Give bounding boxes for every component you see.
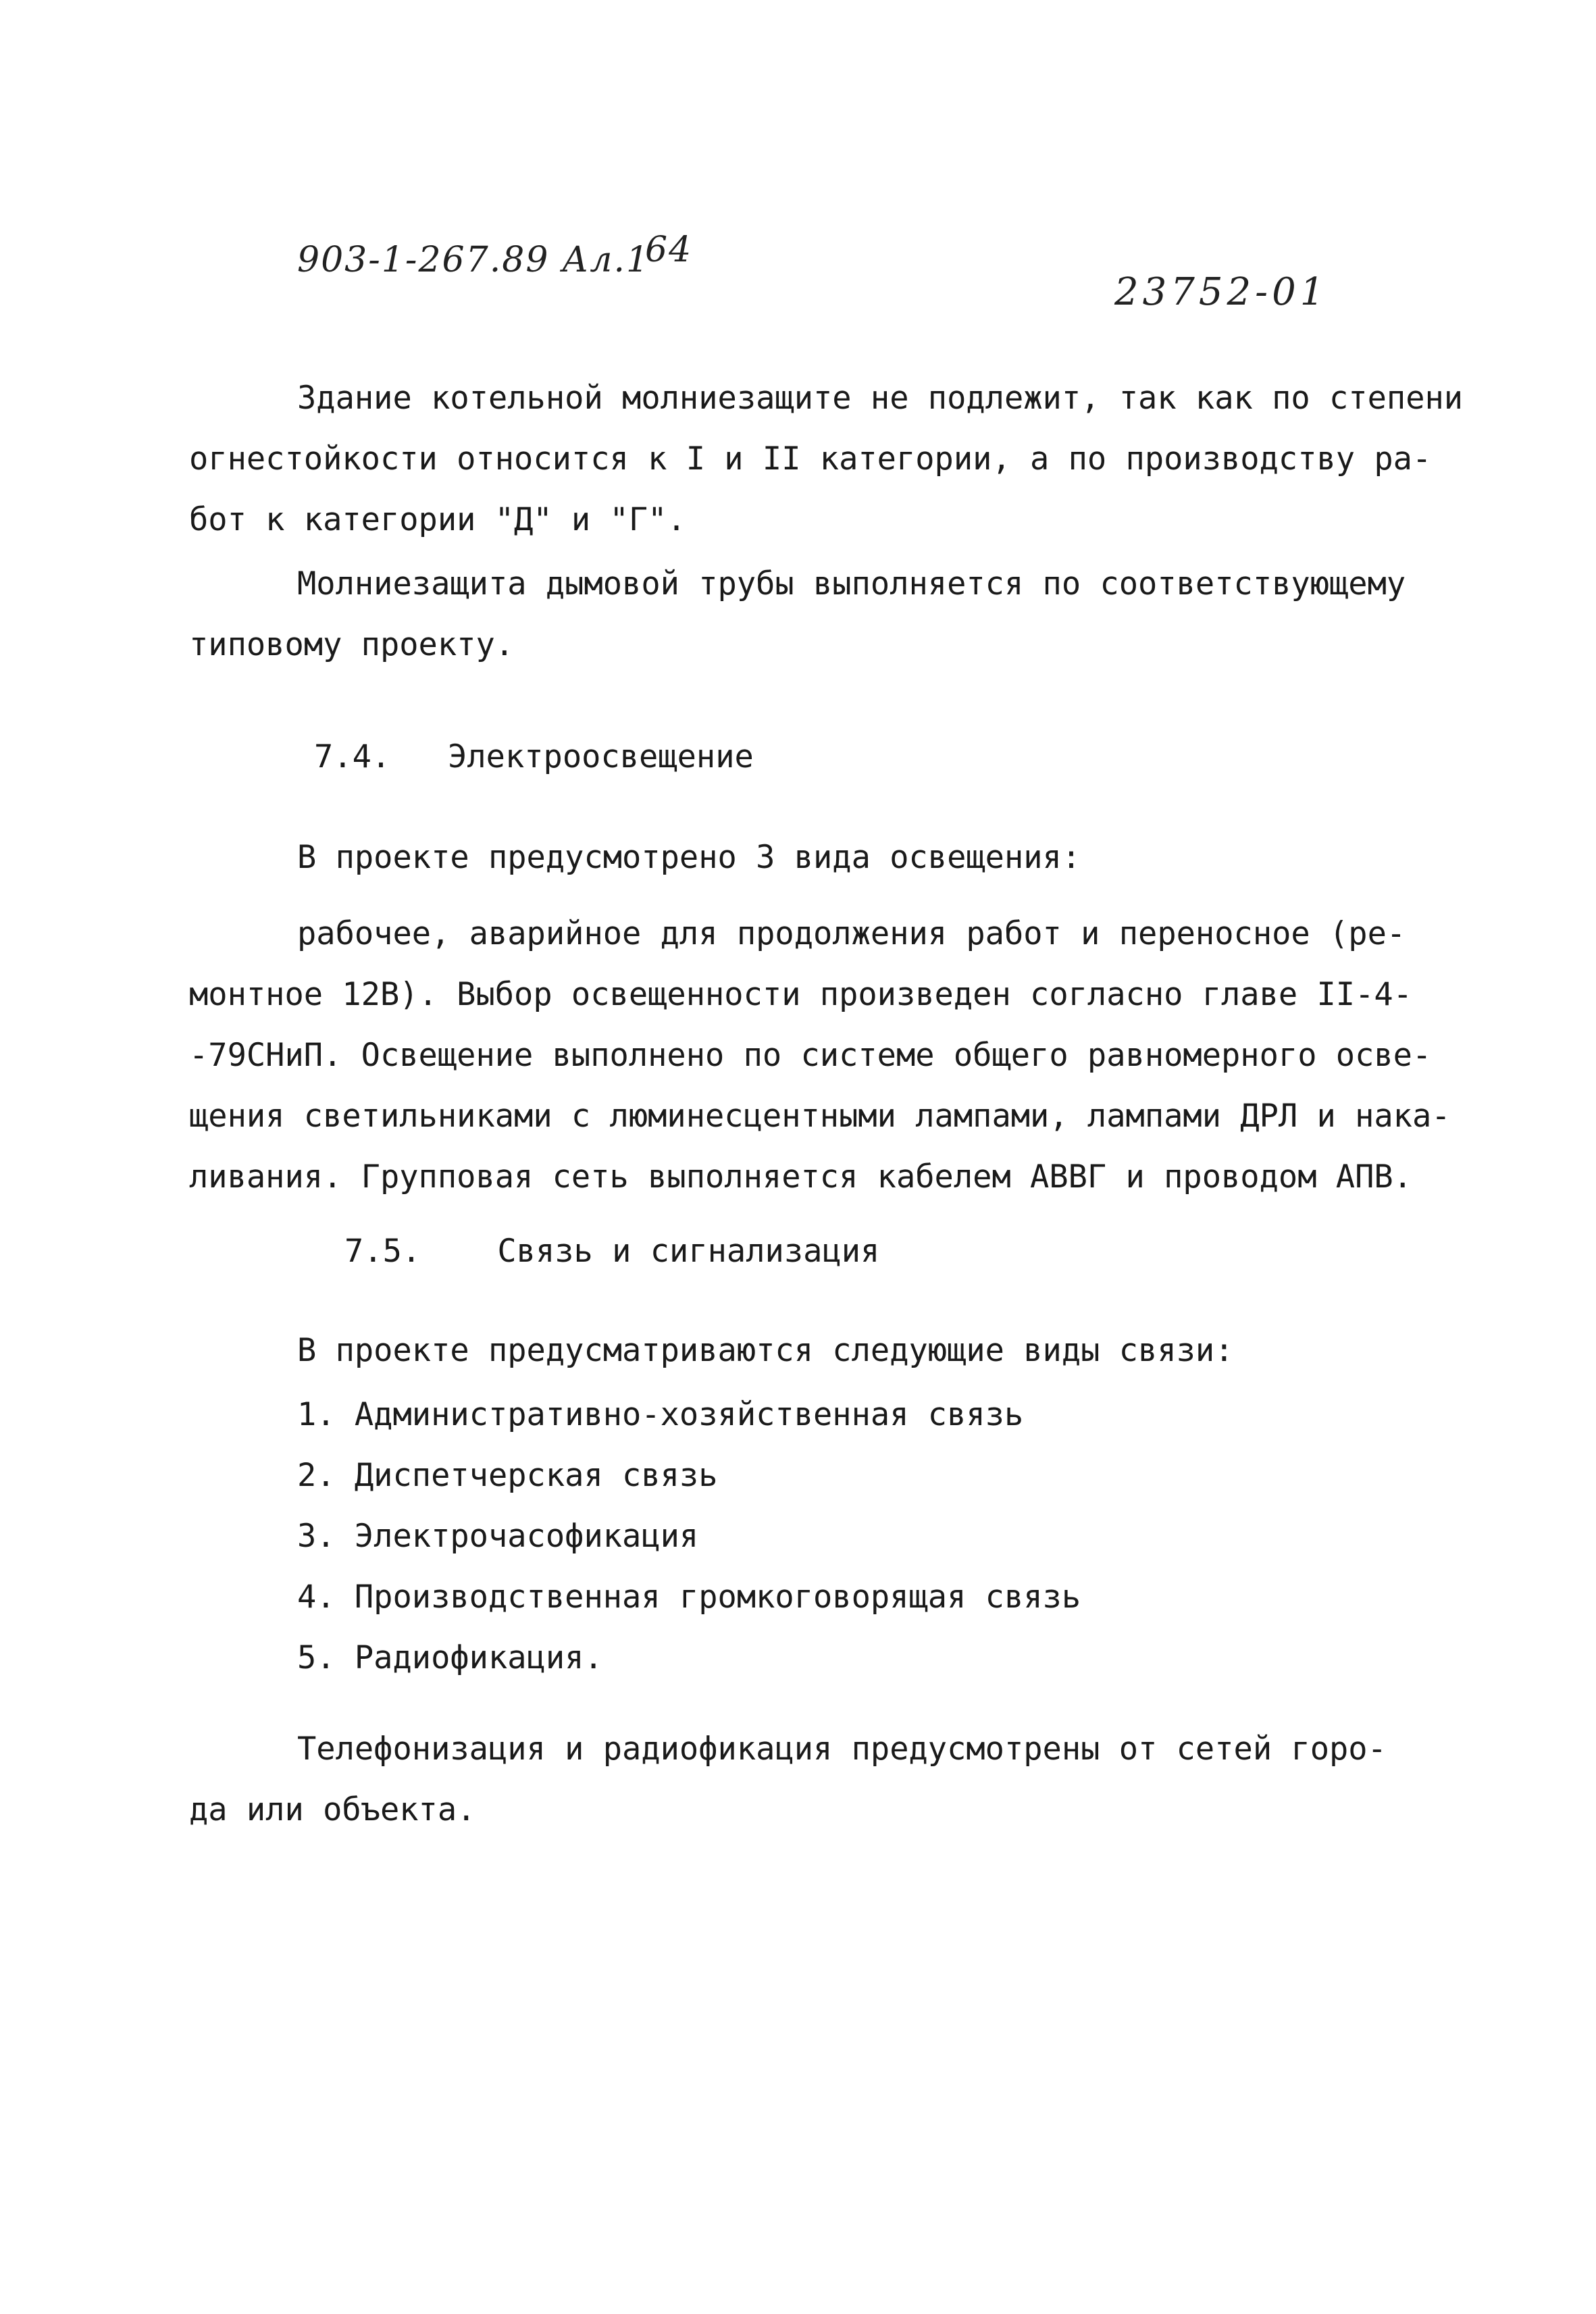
paragraph-chimney-protection (189, 554, 1439, 675)
text-line: огнестойкости относится к I и II категории, а по производству ра- (189, 440, 1432, 478)
communication-list (297, 1385, 1081, 1689)
paragraph-lighting-body (189, 904, 1451, 1208)
paragraph-telephony (189, 1719, 1439, 1841)
text-line: бот к категории "Д" и "Г". (189, 501, 686, 538)
list-item: 4. Производственная громкоговорящая связь (297, 1578, 1081, 1616)
text-line: рабочее, аварийное для продолжения работ и переносное (ре- (297, 915, 1406, 952)
text-line: ливания. Групповая сеть выполняется кабелем АВВГ и проводом АПВ. (189, 1158, 1412, 1195)
section-heading-7-5 (344, 1233, 879, 1270)
text-line: типовому проекту. (189, 626, 515, 663)
paragraph-communication-intro (189, 1320, 1439, 1381)
text-line: В проекте предусмотрено 3 вида освещения: (297, 839, 1081, 876)
text-line: Телефонизация и радиофикация предусмотрены от сетей горо- (297, 1730, 1387, 1768)
document-code: 903-1-267.89 Ал.1 (297, 240, 650, 280)
section-number: 7.4. (314, 738, 391, 775)
page-number: 64 (645, 230, 693, 270)
list-item: 1. Административно-хозяйственная связь (297, 1396, 1024, 1433)
text-line: Молниезащита дымовой трубы выполняется по соответствующему (297, 565, 1406, 602)
list-item: 5. Радиофикация. (297, 1639, 603, 1676)
paragraph-lighting-intro (189, 827, 1439, 888)
text-line: В проекте предусматриваются следующие виды связи: (297, 1332, 1234, 1369)
list-item: 3. Электрочасофикация (297, 1518, 699, 1555)
section-number: 7.5. (344, 1233, 421, 1270)
text-line: да или объекта. (189, 1791, 476, 1828)
paragraph-lightning-protection (189, 368, 1464, 550)
text-line: щения светильниками с люминесцентными лампами, лампами ДРЛ и нака- (189, 1098, 1451, 1135)
section-title: Связь и сигнализация (497, 1233, 880, 1270)
text-line: монтное 12В). Выбор освещенности произведен согласно главе II-4- (189, 976, 1412, 1013)
inventory-number: 23752-01 (1114, 270, 1329, 314)
section-heading-7-4 (314, 738, 754, 775)
section-title: Электроосвещение (448, 738, 754, 775)
text-line: Здание котельной молниезащите не подлежит, так как по степени (297, 380, 1464, 417)
text-line: -79СНиП. Освещение выполнено по системе общего равномерного осве- (189, 1037, 1432, 1074)
list-item: 2. Диспетчерская связь (297, 1457, 718, 1494)
